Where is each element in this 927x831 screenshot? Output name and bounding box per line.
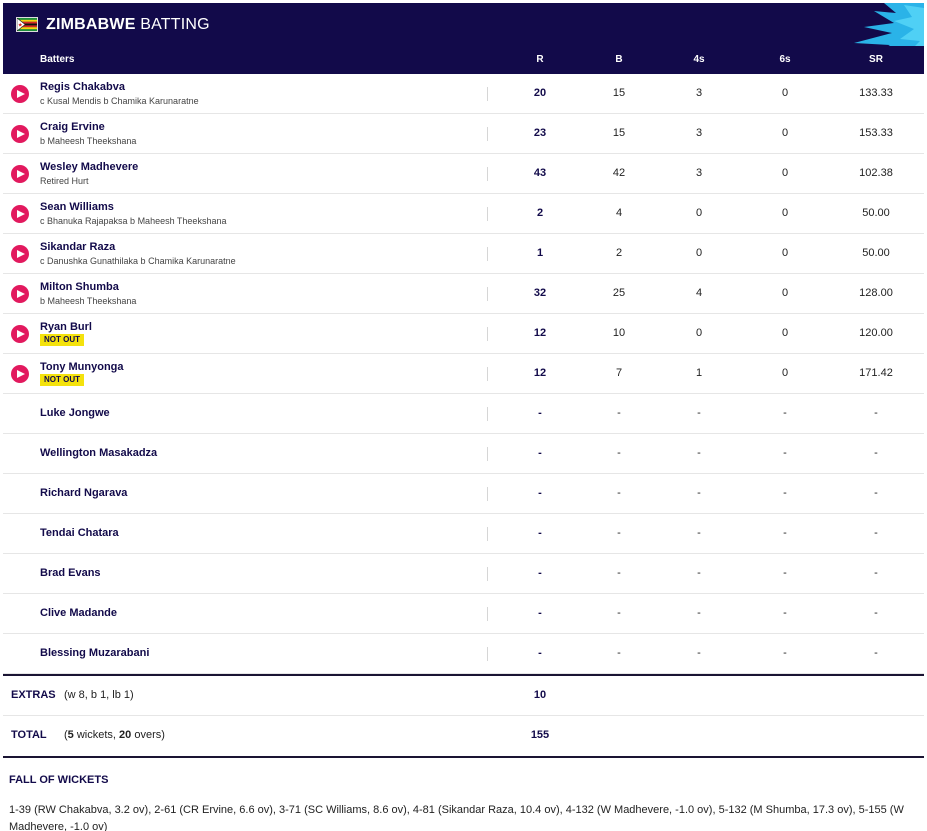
strike-rate-cell: - [874, 407, 878, 419]
fours-cell: - [697, 567, 701, 579]
balls-cell: - [617, 607, 621, 619]
batters-list [3, 74, 924, 674]
extras-value: 10 [533, 689, 547, 701]
dismissal-text: b Maheesh Theekshana [40, 296, 137, 306]
dismissal-text: b Maheesh Theekshana [40, 136, 137, 146]
strike-rate-cell: 50.00 [862, 207, 890, 219]
sixes-cell: 0 [781, 167, 789, 179]
sixes-cell: 0 [781, 367, 789, 379]
fours-cell: - [697, 527, 701, 539]
batter-name[interactable]: Craig Ervine [40, 121, 105, 133]
sixes-cell: - [783, 607, 787, 619]
balls-cell: - [617, 527, 621, 539]
column-separator [487, 327, 488, 341]
total-row [3, 716, 924, 756]
play-video-icon[interactable] [11, 325, 29, 343]
fours-cell: - [697, 607, 701, 619]
runs-cell: - [538, 487, 542, 499]
not-out-badge: NOT OUT [40, 374, 84, 386]
total-overs-word: overs) [134, 729, 165, 741]
runs-cell: 1 [536, 247, 544, 259]
play-video-icon[interactable] [11, 165, 29, 183]
dismissal-text: c Kusal Mendis b Chamika Karunaratne [40, 96, 199, 106]
batter-name[interactable]: Brad Evans [40, 567, 101, 579]
batter-row [3, 234, 924, 274]
balls-cell: - [617, 447, 621, 459]
runs-cell: 32 [533, 287, 547, 299]
col-fours: 4s [693, 54, 705, 65]
strike-rate-cell: - [874, 607, 878, 619]
strike-rate-cell: 120.00 [859, 327, 893, 339]
strike-rate-cell: - [874, 567, 878, 579]
batter-row [3, 514, 924, 554]
strike-rate-cell: 50.00 [862, 247, 890, 259]
sixes-cell: - [783, 527, 787, 539]
column-separator [487, 567, 488, 581]
batter-row [3, 594, 924, 634]
column-separator [487, 207, 488, 221]
batter-name[interactable]: Ryan Burl [40, 321, 92, 333]
column-separator [487, 607, 488, 621]
fow-title: FALL OF WICKETS [9, 774, 109, 786]
runs-cell: 23 [533, 127, 547, 139]
fours-cell: - [697, 447, 701, 459]
balls-cell: 4 [615, 207, 623, 219]
sixes-cell: - [783, 567, 787, 579]
batter-name[interactable]: Luke Jongwe [40, 407, 110, 419]
batter-row [3, 114, 924, 154]
sixes-cell: - [783, 647, 787, 659]
batter-name[interactable]: Blessing Muzarabani [40, 647, 150, 659]
col-batters: Batters [40, 54, 75, 65]
batter-name[interactable]: Sikandar Raza [40, 241, 116, 253]
balls-cell: - [617, 487, 621, 499]
batter-row [3, 554, 924, 594]
sixes-cell: - [783, 447, 787, 459]
play-video-icon[interactable] [11, 205, 29, 223]
runs-cell: - [538, 407, 542, 419]
column-separator [487, 87, 488, 101]
fours-cell: 1 [695, 367, 703, 379]
batter-name[interactable]: Tony Munyonga [40, 361, 124, 373]
strike-rate-cell: - [874, 527, 878, 539]
total-value: 155 [530, 729, 550, 741]
balls-cell: 42 [612, 167, 626, 179]
column-separator [487, 647, 488, 661]
col-balls: B [615, 54, 623, 65]
batter-name[interactable]: Wesley Madhevere [40, 161, 139, 173]
batter-name[interactable]: Clive Madande [40, 607, 118, 619]
innings-label: BATTING [140, 15, 210, 33]
column-separator [487, 247, 488, 261]
runs-cell: 2 [536, 207, 544, 219]
runs-cell: - [538, 567, 542, 579]
strike-rate-cell: 102.38 [859, 167, 893, 179]
batter-row [3, 394, 924, 434]
sixes-cell: - [783, 487, 787, 499]
column-separator [487, 527, 488, 541]
column-separator [487, 407, 488, 421]
fours-cell: 0 [695, 327, 703, 339]
balls-cell: 10 [612, 327, 626, 339]
batter-row [3, 314, 924, 354]
batter-name[interactable]: Richard Ngarava [40, 487, 128, 499]
balls-cell: 7 [615, 367, 623, 379]
strike-rate-cell: 153.33 [859, 127, 893, 139]
fours-cell: 3 [695, 127, 703, 139]
balls-cell: 2 [615, 247, 623, 259]
strike-rate-cell: - [874, 447, 878, 459]
batter-row [3, 74, 924, 114]
column-separator [487, 287, 488, 301]
extras-detail: (w 8, b 1, lb 1) [64, 689, 134, 701]
runs-cell: - [538, 447, 542, 459]
column-separator [487, 447, 488, 461]
runs-cell: 20 [533, 87, 547, 99]
not-out-badge: NOT OUT [40, 334, 84, 346]
total-label: TOTAL [11, 729, 47, 741]
fours-cell: - [697, 407, 701, 419]
fours-cell: 0 [695, 247, 703, 259]
batter-row [3, 274, 924, 314]
total-wickets-word: wickets, [76, 729, 116, 741]
strike-rate-cell: 133.33 [859, 87, 893, 99]
dismissal-text: Retired Hurt [40, 176, 89, 186]
column-header-row [3, 46, 924, 74]
col-sixes: 6s [779, 54, 791, 65]
fow-text: 1-39 (RW Chakabva, 3.2 ov), 2-61 (CR Ervine, 6.6 ov), 3-71 (SC Williams, 8.6 ov), 4-81 (Sikandar Raza, 10.4 ov), 4-132 (W Madhevere, -1.0 ov), 5-132 (M Shumba, 17.3 ov), 5-155 (W Madhevere, -1.0 ov) [9, 804, 904, 831]
batter-row [3, 634, 924, 674]
balls-cell: - [617, 567, 621, 579]
sixes-cell: - [783, 407, 787, 419]
batter-name[interactable]: Tendai Chatara [40, 527, 119, 539]
play-video-icon[interactable] [11, 285, 29, 303]
strike-rate-cell: - [874, 647, 878, 659]
play-video-icon[interactable] [11, 85, 29, 103]
dismissal-text: c Danushka Gunathilaka b Chamika Karunaratne [40, 256, 236, 266]
batter-row [3, 194, 924, 234]
sixes-cell: 0 [781, 247, 789, 259]
extras-row [3, 676, 924, 716]
fours-cell: - [697, 487, 701, 499]
fours-cell: - [697, 647, 701, 659]
batter-name[interactable]: Sean Williams [40, 201, 114, 213]
extras-label: EXTRAS [11, 689, 56, 701]
team-title [46, 16, 210, 34]
dismissal-text: c Bhanuka Rajapaksa b Maheesh Theekshana [40, 216, 227, 226]
decorative-splash-icon [824, 3, 924, 46]
play-video-icon[interactable] [11, 125, 29, 143]
column-separator [487, 367, 488, 381]
fours-cell: 0 [695, 207, 703, 219]
runs-cell: 12 [533, 327, 547, 339]
total-detail [64, 729, 165, 741]
batter-name[interactable]: Milton Shumba [40, 281, 119, 293]
zimbabwe-flag-icon [16, 17, 38, 32]
play-video-icon[interactable] [11, 245, 29, 263]
runs-cell: 12 [533, 367, 547, 379]
column-separator [487, 167, 488, 181]
batter-row [3, 434, 924, 474]
runs-cell: - [538, 647, 542, 659]
sixes-cell: 0 [781, 287, 789, 299]
batter-name[interactable]: Regis Chakabva [40, 81, 125, 93]
fours-cell: 4 [695, 287, 703, 299]
runs-cell: 43 [533, 167, 547, 179]
balls-cell: 25 [612, 287, 626, 299]
sixes-cell: 0 [781, 127, 789, 139]
batter-row [3, 474, 924, 514]
sixes-cell: 0 [781, 207, 789, 219]
fall-of-wickets [3, 758, 924, 831]
batter-name[interactable]: Wellington Masakadza [40, 447, 158, 459]
total-open-paren: ( [64, 729, 68, 741]
balls-cell: 15 [612, 127, 626, 139]
total-overs: 20 [119, 729, 132, 741]
fours-cell: 3 [695, 87, 703, 99]
sixes-cell: 0 [781, 327, 789, 339]
strike-rate-cell: - [874, 487, 878, 499]
fours-cell: 3 [695, 167, 703, 179]
balls-cell: 15 [612, 87, 626, 99]
col-runs: R [536, 54, 544, 65]
sixes-cell: 0 [781, 87, 789, 99]
team-name: ZIMBABWE [46, 15, 136, 33]
total-wickets: 5 [67, 729, 74, 741]
strike-rate-cell: 128.00 [859, 287, 893, 299]
balls-cell: - [617, 407, 621, 419]
runs-cell: - [538, 527, 542, 539]
strike-rate-cell: 171.42 [859, 367, 893, 379]
batting-scorecard [3, 3, 924, 831]
play-video-icon[interactable] [11, 365, 29, 383]
col-strike-rate: SR [869, 54, 883, 65]
batter-row [3, 154, 924, 194]
balls-cell: - [617, 647, 621, 659]
column-separator [487, 127, 488, 141]
batter-row [3, 354, 924, 394]
team-header [3, 3, 924, 46]
column-separator [487, 487, 488, 501]
runs-cell: - [538, 607, 542, 619]
